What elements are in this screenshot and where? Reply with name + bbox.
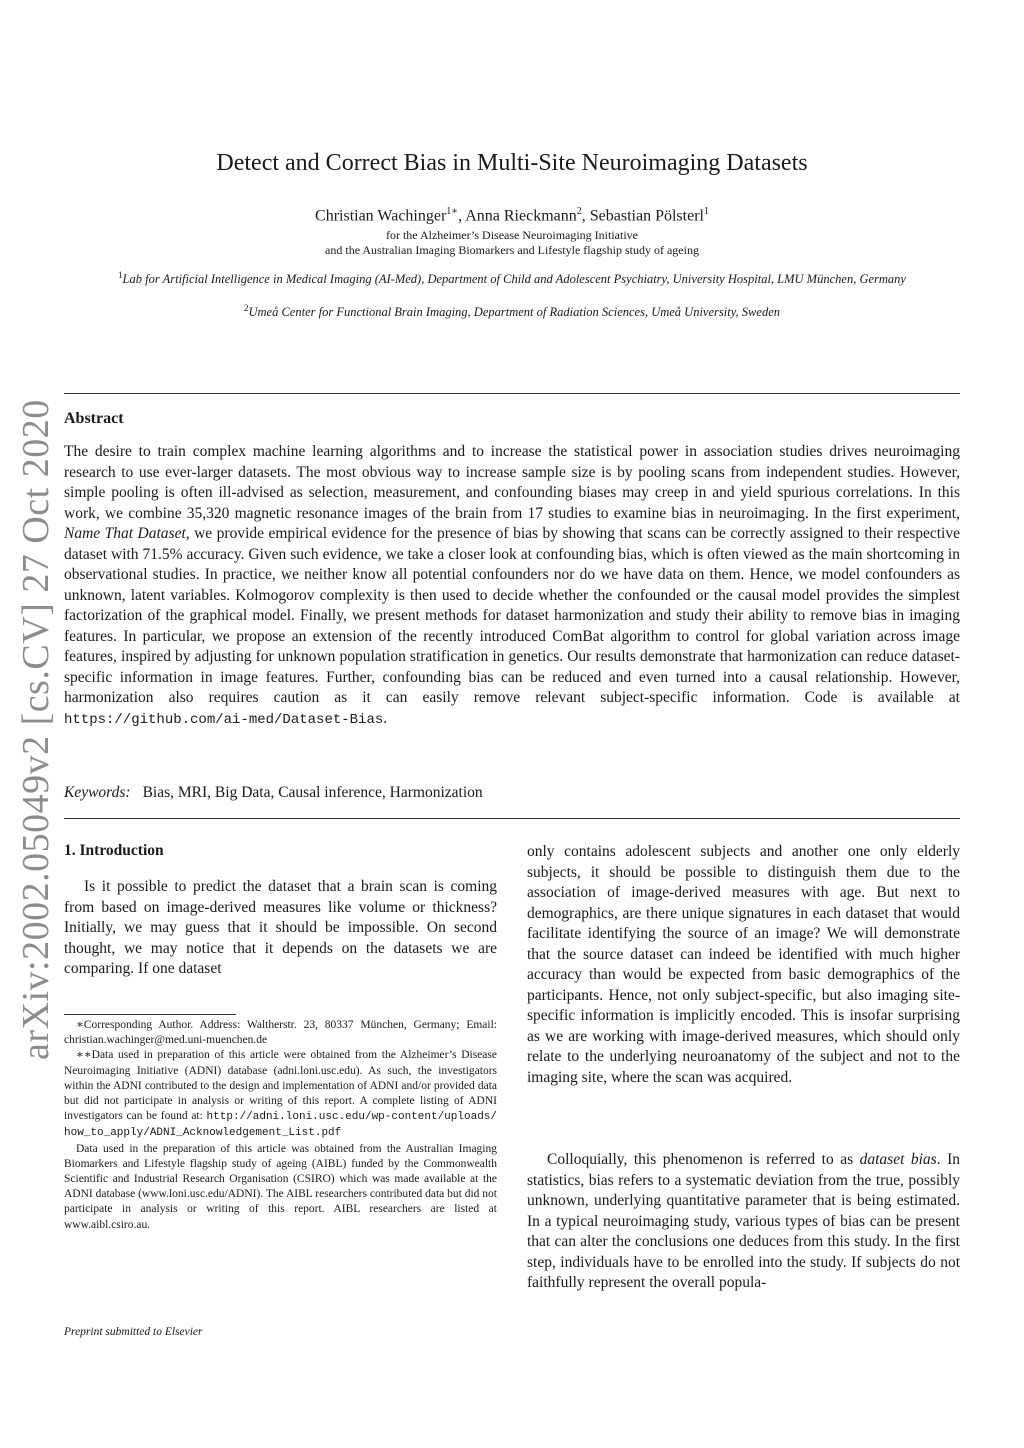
- arxiv-identifier-stamp: arXiv:2002.05049v2 [cs.CV] 27 Oct 2020: [15, 399, 57, 1060]
- abstract-text: , we provide empirical evidence for the presence of bias by showing that scans can be correctly assigned to their respective dataset with 71.5% accuracy. Given such evidence, we take a closer look at confounding bias, which is often viewed as the main shortcoming in observational studies. In practice, we neither know all potential confounders nor do we have data on them. Hence, we model confounders as unknown, latent variables. Kolmogorov complexity is then used to decide whether the confounded or the causal model provides the simplest factorization of the graphical model. Finally, we present methods for dataset harmonization and study their ability to remove bias in imaging features. In particular, we propose an extension of the recently introduced ComBat algorithm to control for global variation across image features, inspired by adjusting for unknown population stratification in genetics. Our results demonstrate that harmonization can reduce dataset-specific information in image features. Further, confounding bias can be reduced and even turned into a causal relationship. However, harmonization also requires caution as it can easily remove relevant subject-specific information. Code is available at: [64, 525, 960, 706]
- footnotes: [64, 1018, 497, 1233]
- author-separator: ,: [458, 207, 466, 225]
- affiliation-mark: 2: [243, 303, 249, 313]
- affiliation-1: [64, 267, 960, 287]
- abstract-bottom-rule: [64, 818, 960, 819]
- abstract-text: .: [383, 709, 388, 727]
- abstract-emphasis: Name That Dataset: [64, 525, 186, 542]
- paragraph-text: . In statistics, bias refers to a systematic deviation from the true, possibly unknown, underlying quantitative parameter that is being estimated. In a typical neuroimaging study, various types of bias can be present that can alter the conclusions one deduces from this study. In the first step, individuals have to be enrolled into the study. If subjects do not faithfully represent the overall popula-: [527, 1151, 960, 1291]
- footnote-text: ∗∗Data used in preparation of this article were obtained from the Alzheimer’s Disease Neuroimaging Initiative (ADNI) database (adni.loni.usc.edu). As such, the investigators within the ADNI contributed to the design and implementation of ADNI and/or provided data but did not participate in analysis or writing of this report. A complete listing of ADNI investigators can be found at:: [64, 1049, 497, 1123]
- author-name: Anna Rieckmann: [465, 207, 577, 225]
- term-emphasis: dataset bias: [859, 1151, 937, 1168]
- adni-acknowledgement-link[interactable]: http://adni.loni.usc.edu/wp-content/uploads/how_to_apply/ADNI_Acknowledgement_List.pdf: [64, 1111, 497, 1140]
- abstract-text: The desire to train complex machine learning algorithms and to increase the statistical power in association studies drives neuroimaging research to use ever-larger datasets. The most obvious way to increase sample size is by pooling scans from independent studies. However, simple pooling is often ill-advised as selection, measurement, and confounding biases may creep in and yield spurious correlations. In this work, we combine 35,320 magnetic resonance images of the brain from 17 studies to examine bias in neuroimaging. In the first experiment,: [64, 443, 960, 522]
- introduction-paragraph-1: Is it possible to predict the dataset that a brain scan is coming from based on image-derived measures like volume or thickness? Initially, we may guess that it should be impossible. On second thought, we may notice that it depends on the datasets we are comparing. If one dataset: [64, 878, 497, 977]
- author-list: [0, 206, 1024, 225]
- paragraph-text: Colloquially, this phenomenon is referred to as: [547, 1151, 860, 1168]
- code-repository-link[interactable]: https://github.com/ai-med/Dataset-Bias: [64, 711, 384, 728]
- author-name: Sebastian Pölsterl: [589, 207, 704, 225]
- preprint-note: Preprint submitted to Elsevier: [64, 1326, 203, 1338]
- author-affiliation-mark: 2: [576, 206, 582, 217]
- footnote-corresponding-author: ∗Corresponding Author. Address: Waltherstr. 23, 80337 München, Germany; Email: christian.wachinger@med.uni-muenchen.de: [64, 1019, 497, 1047]
- paper-title: Detect and Correct Bias in Multi-Site Neuroimaging Datasets: [216, 150, 808, 176]
- introduction-paragraph-1-continued: only contains adolescent subjects and another one only elderly subjects, it should be possible to distinguish them due to the association of image-derived measures with age. But next to demographics, are there unique signatures in each dataset that would facilitate identifying the source of an image? We will demonstrate that the source dataset can indeed be identified with much higher accuracy than would be expected from basic demographics of the participants. Hence, not only subject-specific, but also imaging site-specific information is implicitly encoded. This is insofar surprising as we are working with image-derived measures, which should only relate to the underlying neuroanatomy of the subject and not to the imaging site, where the scan was acquired.: [527, 843, 960, 1086]
- abstract-body: [64, 442, 960, 730]
- author-affiliation-mark: 1: [703, 206, 709, 217]
- section-heading-introduction: 1. Introduction: [64, 842, 164, 859]
- keywords-line: [64, 784, 960, 802]
- author-name: Christian Wachinger: [315, 207, 447, 225]
- top-rule: [64, 393, 960, 394]
- author-affiliation-mark: 1∗: [446, 206, 459, 217]
- affiliation-2: [64, 300, 960, 320]
- introduction-paragraph-2: [527, 1150, 960, 1294]
- consortium-line: and the Australian Imaging Biomarkers and Lifestyle flagship study of ageing: [325, 243, 699, 257]
- footnote-rule: [64, 1014, 236, 1015]
- affiliation-text: Lab for Artificial Intelligence in Medical Imaging (AI-Med), Department of Child and Adolescent Psychiatry, University Hospital, LMU München, Germany: [122, 272, 906, 287]
- affiliation-text: Umeå Center for Functional Brain Imaging, Department of Radiation Sciences, Umeå University, Sweden: [248, 305, 780, 320]
- keywords-label: Keywords:: [64, 784, 131, 801]
- footnote-adni: [64, 1048, 497, 1141]
- author-separator: ,: [581, 207, 590, 225]
- footnote-aibl: Data used in the preparation of this article was obtained from the Australian Imaging Biomarkers and Lifestyle flagship study of ageing (AIBL) funded by the Commonwealth Scientific and Industrial Research Organisation (CSIRO) which was made available at the ADNI database (www.loni.usc.edu/ADNI). The AIBL researchers contributed data but did not participate in analysis or writing of this report. AIBL researchers are listed at www.aibl.csiro.au.: [64, 1142, 497, 1231]
- keywords-text: Bias, MRI, Big Data, Causal inference, Harmonization: [142, 784, 483, 801]
- affiliation-mark: 1: [118, 270, 123, 280]
- abstract-heading: Abstract: [64, 410, 124, 427]
- consortium-line: for the Alzheimer’s Disease Neuroimaging Initiative: [385, 228, 639, 242]
